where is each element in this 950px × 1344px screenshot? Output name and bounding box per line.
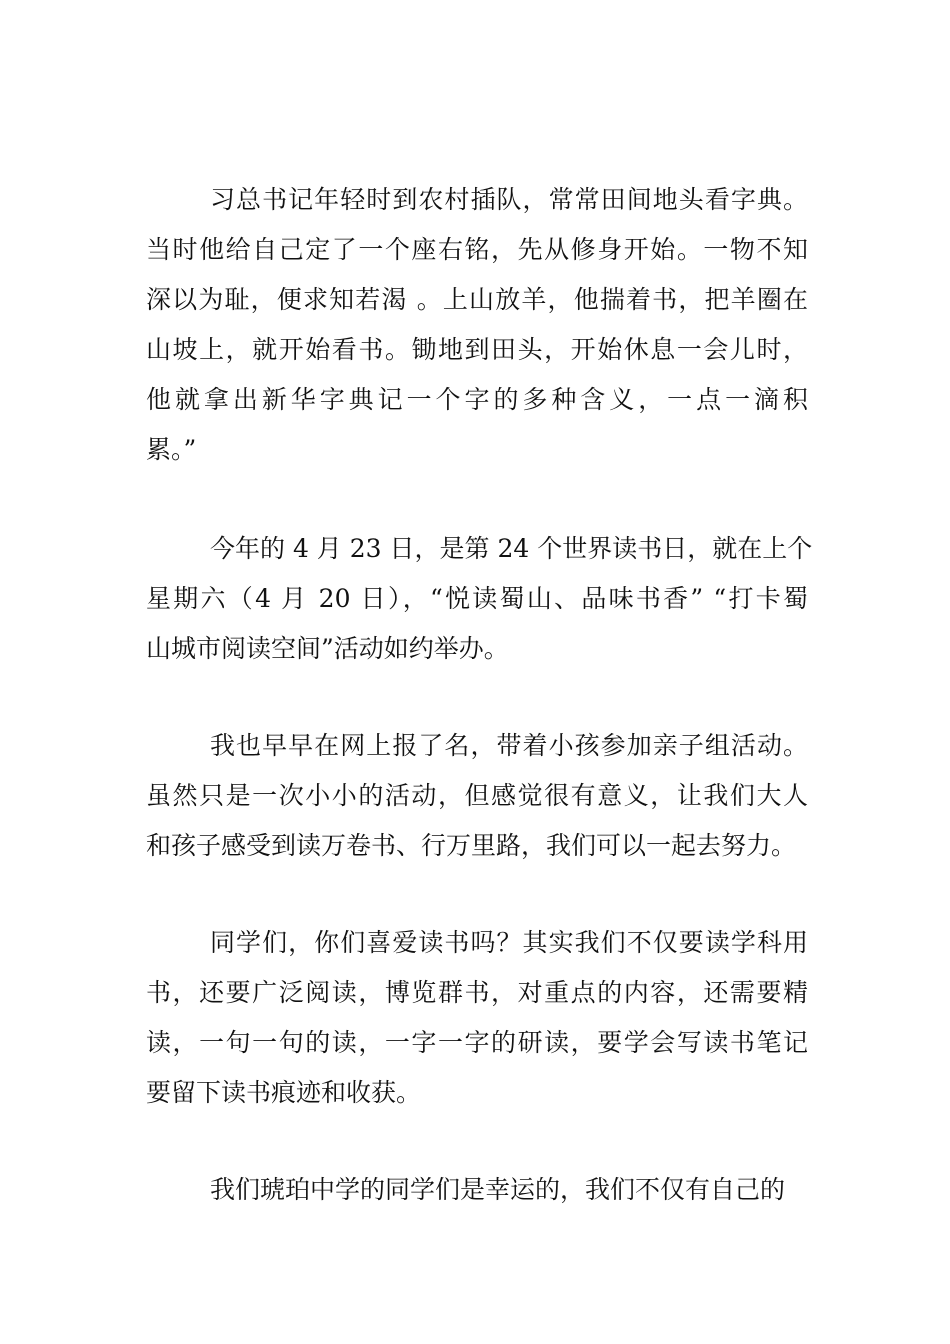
paragraph-line: 今年的 4 月 23 日，是第 24 个世界读书日，就在上个 [210,534,813,563]
paragraph-line: 习总书记年轻时到农村插队，常常田间地头看字典。 [210,185,808,214]
paragraph-reading-day [146,524,813,674]
paragraph-students-reading [146,918,808,1118]
paragraph-amber-school [146,1165,808,1215]
paragraph-line: 山坡上，就开始看书。锄地到田头，开始休息一会儿时， [146,335,808,364]
paragraph-line: 书，还要广泛阅读，博览群书，对重点的内容，还需要精 [146,978,808,1007]
paragraph-line: 读，一句一句的读，一字一字的研读，要学会写读书笔记 [146,1028,808,1057]
paragraph-line: 同学们，你们喜爱读书吗？其实我们不仅要读学科用 [210,928,808,957]
paragraph-dictionary-story [146,175,808,475]
paragraph-line: 要留下读书痕迹和收获。 [146,1078,422,1107]
paragraph-parent-child-activity [146,721,808,871]
paragraph-line: 星期六（4 月 20 日），“悦读蜀山、品味书香” “打卡蜀 [146,584,808,613]
paragraph-line: 累。” [146,435,197,464]
paragraph-line: 虽然只是一次小小的活动，但感觉很有意义，让我们大人 [146,781,808,810]
paragraph-line: 我也早早在网上报了名，带着小孩参加亲子组活动。 [210,731,808,760]
paragraph-line: 山城市阅读空间”活动如约举办。 [146,634,509,663]
paragraph-line: 深以为耻，便求知若渴 。上山放羊，他揣着书，把羊圈在 [146,285,808,314]
paragraph-line: 我们琥珀中学的同学们是幸运的，我们不仅有自己的 [210,1175,786,1204]
paragraph-line: 他就拿出新华字典记一个字的多种含义，一点一滴积 [146,385,808,414]
paragraph-line: 和孩子感受到读万卷书、行万里路，我们可以一起去努力。 [146,831,797,860]
paragraph-line: 当时他给自己定了一个座右铭，先从修身开始。一物不知 [146,235,808,264]
